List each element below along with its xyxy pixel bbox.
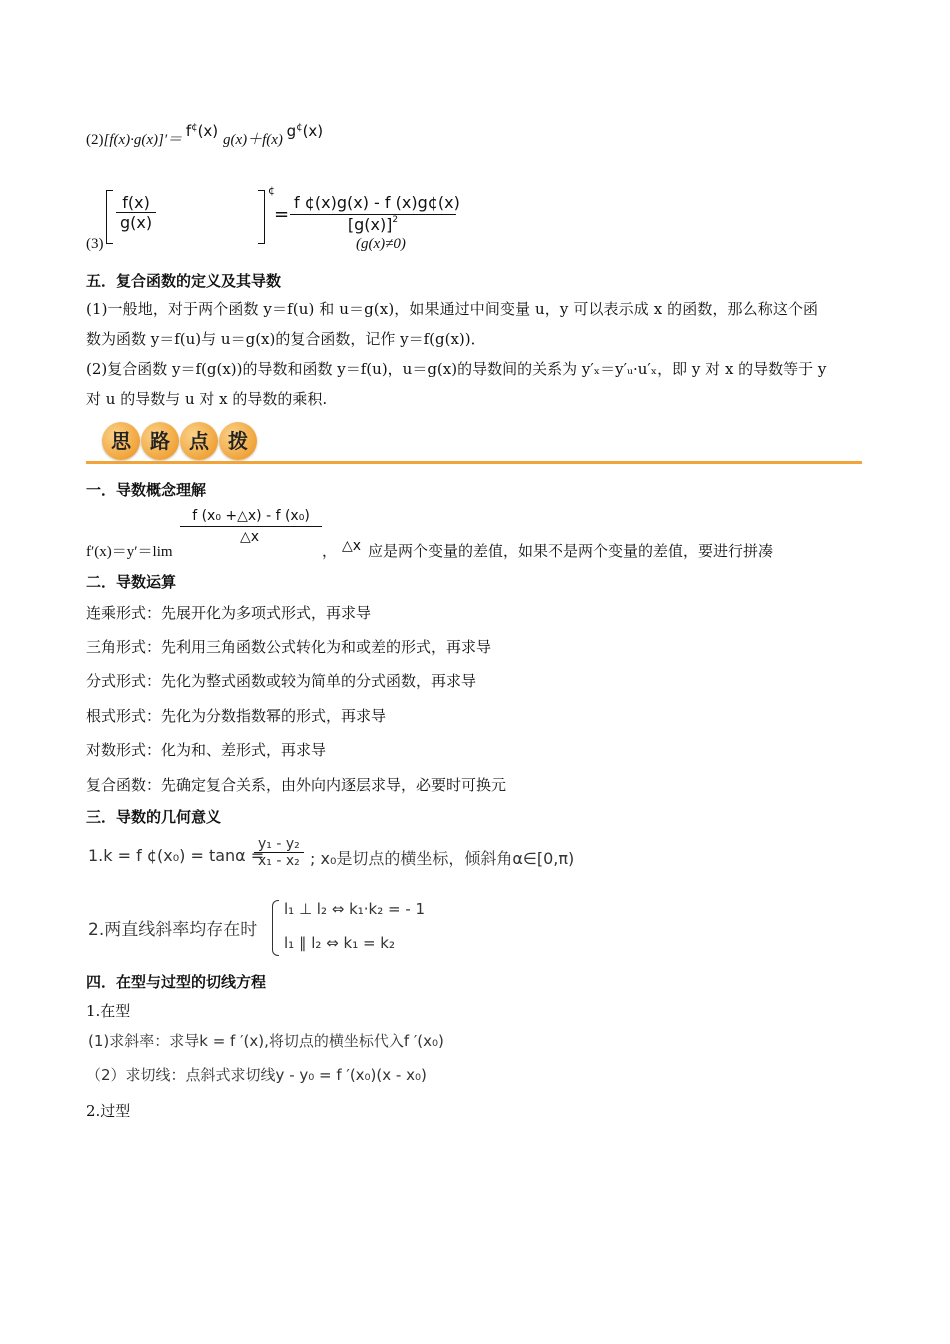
sec3-f1-rhs: ; x₀是切点的横坐标，倾斜角α∈[0,π) — [310, 849, 575, 868]
sec4-step1: (1)求斜率：求导k = f ′(x),将切点的横坐标代入f ′(x₀) — [88, 1032, 444, 1050]
sec4-step2: （2）求切线：点斜式求切线y - y₀ = f ′(x₀)(x - x₀) — [86, 1066, 427, 1084]
rule-3-lhs-fraction — [116, 193, 156, 232]
rule-3-bracket-right — [258, 190, 265, 244]
banner-char-1: 思 — [102, 422, 140, 460]
sec1-formula-den: △x — [240, 529, 260, 545]
rule-2-term3: g — [286, 122, 297, 140]
sec3-f2-case2: l₁ ∥ l₂ ⇔ k₁ = k₂ — [284, 934, 396, 952]
banner-char-2: 路 — [141, 422, 179, 460]
sec3-f1-num: y₁ - y₂ — [254, 836, 304, 853]
sec2-item: 根式形式：先化为分数指数幂的形式，再求导 — [86, 707, 387, 725]
rule-3-quotient-label: (3) — [86, 236, 104, 252]
sec2-item: 连乘形式：先展开化为多项式形式，再求导 — [86, 604, 372, 622]
rule-2-middle: g(x)＋f(x) — [222, 132, 283, 148]
rule-3-rhs-den: $[g(x)]^2$ — [347, 215, 399, 234]
sec2-item: 对数形式：化为和、差形式，再求导 — [86, 741, 327, 759]
section-5-p2-line1: (2)复合函数 y＝f(g(x))的导数和函数 y＝f(u)，u＝g(x)的导数间的关系为 y′ₓ＝y′ᵤ·u′ₓ，即 y 对 x 的导数等于 y — [86, 360, 827, 378]
banner-divider — [86, 461, 862, 464]
sec2-item: 分式形式：先化为整式函数或较为简单的分式函数，再求导 — [86, 672, 477, 690]
sec3-f1-lhs: 1.k = f ¢(x₀) = tanα = — [88, 846, 265, 865]
section-5-title: 五．复合函数的定义及其导数 — [86, 272, 282, 290]
sec1-formula-num: f (x₀ +△x) - f (x₀) — [180, 508, 322, 527]
rule-3-rhs-num: f ¢(x)g(x) - f (x)g¢(x) — [290, 193, 456, 215]
rule-3-bracket-left — [106, 190, 113, 244]
rule-2-term3-prime: ¢ — [296, 122, 303, 133]
rule-3-equals: = — [274, 204, 290, 225]
sec3-f2-lhs: 2.两直线斜率均存在时 — [88, 920, 258, 940]
rule-3-lhs-num: f(x) — [116, 193, 156, 213]
sec4-sub2: 2.过型 — [86, 1102, 131, 1120]
sec1-formula-fraction — [180, 508, 322, 545]
sec1-comma: ， — [322, 542, 338, 560]
banner-char-3: 点 — [180, 422, 218, 460]
section-5-p2-line2: 对 u 的导数与 u 对 x 的导数的乘积. — [86, 390, 328, 408]
sec2-item: 复合函数：先确定复合关系，由外向内逐层求导，必要时可换元 — [86, 776, 507, 794]
sec1-note: 应是两个变量的差值，如果不是两个变量的差值，要进行拼凑 — [368, 542, 774, 560]
rule-3-rhs-fraction — [290, 193, 460, 234]
sec3-f2-case1: l₁ ⊥ l₂ ⇔ k₁·k₂ = - 1 — [284, 900, 426, 918]
rule-2-label: (2) — [86, 132, 104, 148]
sec4-sub1: 1.在型 — [86, 1002, 131, 1020]
sec2-title: 二．导数运算 — [86, 573, 177, 591]
rule-2-term1-arg: (x) — [197, 122, 219, 140]
rule-3-lhs-den: g(x) — [120, 213, 153, 232]
rule-2-product-derivative — [86, 122, 324, 149]
rule-2-term3-arg: (x) — [302, 122, 324, 140]
sec2-item: 三角形式：先利用三角函数公式转化为和或差的形式，再求导 — [86, 638, 492, 656]
sec1-title: 一．导数概念理解 — [86, 481, 207, 499]
sec3-f1-fraction — [254, 836, 304, 869]
rule-3-lhs-prime: ¢ — [268, 184, 275, 197]
banner-char-4: 拨 — [219, 422, 257, 460]
rule-2-lhs: [f(x)·g(x)]′＝ — [103, 132, 183, 148]
sec3-title: 三．导数的几何意义 — [86, 808, 222, 826]
rule-3-rhs-den-exp: 2 — [392, 215, 399, 225]
sec4-title: 四．在型与过型的切线方程 — [86, 973, 267, 991]
sec1-formula-lhs: f′(x)＝y′＝lim — [86, 544, 173, 560]
rule-2-term1-prime: ¢ — [191, 122, 198, 133]
sec3-f2-brace — [272, 900, 279, 956]
rule-3-condition: (g(x)≠0) — [356, 236, 406, 252]
sec1-delta: △x — [342, 538, 362, 554]
section-5-p1-line2: 数为函数 y＝f(u)与 u＝g(x)的复合函数，记作 y＝f(g(x))． — [86, 330, 486, 348]
sec3-f1-den: x₁ - x₂ — [258, 853, 300, 869]
section-5-p1-line1: (1)一般地，对于两个函数 y＝f(u) 和 u＝g(x)，如果通过中间变量 u，y 可以表示成 x 的函数，那么称这个函 — [86, 300, 819, 318]
rule-2-term1: f — [185, 122, 192, 140]
